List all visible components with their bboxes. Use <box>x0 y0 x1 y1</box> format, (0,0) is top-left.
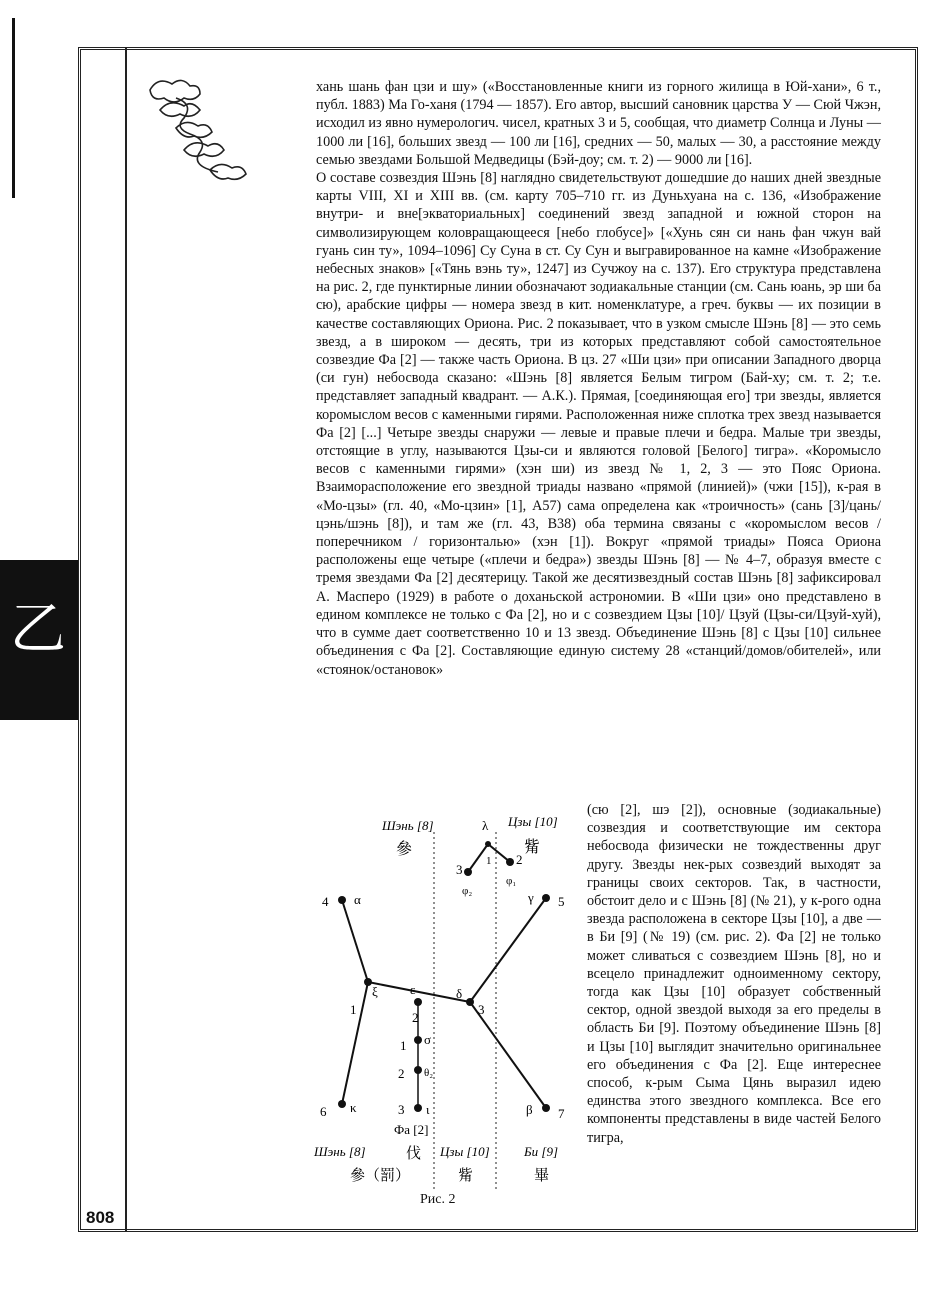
label-zi-char-bottom: 觜 <box>458 1168 474 1184</box>
star <box>364 978 372 986</box>
margin-rule <box>125 47 127 1232</box>
star-label: 3 <box>478 1002 485 1017</box>
star-label: φ₂ <box>462 885 473 897</box>
star-label: 1 <box>486 855 492 867</box>
star-label: ε <box>410 982 416 997</box>
star <box>485 841 491 847</box>
star <box>506 858 514 866</box>
star-label: κ <box>350 1100 357 1115</box>
side-text-column <box>587 801 881 1147</box>
star <box>338 1100 346 1108</box>
paragraph: О составе созвездия Шэнь [8] наглядно свидетельствуют дошедшие до наших дней звездные карты VIII, XI и XIII вв. (см. карту 705–710 гг. из Дуньхуана на с. 136, «Изображение внутри- и вне[экваториальных] соединений звезд западной и южной сторон на символизирующем коловращающееся [небо глобусе]» [«Хунь сян си нань фан чжун вай гуань син ту», 1094–1096] Су Суна в ст. Су Сун и выгравированное на камне «Изображение небесных знаков» [«Тянь вэнь ту», 1247] из Сучжоу на с. 137). Его структура представлена на рис. 2, где пунктирные линии обозначают зодиакальные станции (см. Сань юань, эр ши ба сю), арабские цифры — номера звезд в кит. номенклатуре, а греч. буквы — их позиции в качестве составляющих Ориона. Рис. 2 показывает, что в узком смысле Шэнь [8] — это семь звезд, а в широком — десять, три из которых представляют собой самостоятельное созвездие Фа [2] — также часть Ориона. В цз. 27 «Ши цзи» при описании Западного дворца (си гун) небосвода сказано: «Шэнь [8] является Белым тигром (Бай-ху; см. т. 2; т.е. представляет западный квадрант. — А.К.). Прямая, [соединяющая его] три звезды, является коромыслом весов с каменными гирями. Расположенная ниже сплотка трех звезд называется Фа [2] [...] Четыре звезды снаружи — левые и правые плечи и бедра. Малые три звезды, отстоящие в углу, называются Цзы-си и являются головой [Белого] тигра». «Коромысло весов с каменными гирями» (хэн ши) из звезд № 1, 2, 3 — это Пояс Ориона. Взаиморасположение его звездной триады названо «прямой (линией)» (чжи [15]), к-рая в «Мо-цзы» (гл. 40, «Мо-цзин» [1], А57) сама определена как «троичность» (сань [3]/цань/цэнь/шэнь [8]), и там же (гл. 43, В38) оба термина связаны с «коромыслом весов / поперечником / горизонталью» (хэн [1]). Вокруг «прямой триады» Пояса Ориона расположены еще четыре («плечи и бедра») звезды Шэнь [8] — № 4–7, образуя вместе с тремя звездами Фа [2] десятерицу. Такой же десятизвездный состав Шэнь [8] зафиксировал А. Масперо (1929) в работе о доханьской астрономии. В «Ши цзи» оно представлено в едином комплексе не только с Фа [2], но и с созвездием Цзы [10]/ Цзуй (Цзы-си/Цзуй-хуй), что в сумме дает соответственно 10 и 13 звезд. Объединение Шэнь [8] с Цзы [10] сильнее объединения с Фа [2]. Составляющие единую систему 28 «станций/домов/обителей», или «стоянок/остановок» <box>316 170 881 678</box>
star-label: 7 <box>558 1106 565 1121</box>
star-label: δ <box>456 986 463 1001</box>
main-text-column <box>316 78 881 679</box>
star <box>414 1104 422 1112</box>
label-bi-char: 畢 <box>534 1168 550 1184</box>
star <box>414 998 422 1006</box>
fa-label: Фа [2] <box>394 1122 429 1137</box>
star-label: 2 <box>412 1010 419 1025</box>
label-shen-chars: 參（罰） <box>350 1168 411 1184</box>
label-shen-char-top: 參 <box>396 841 413 858</box>
star-label: 6 <box>320 1104 327 1119</box>
label-shen-top: Шэнь [8] <box>382 818 434 833</box>
star-label: β <box>526 1102 533 1117</box>
label-shen-bottom: Шэнь [8] <box>314 1144 366 1159</box>
star-label: ι <box>426 1102 430 1117</box>
paragraph: хань шань фан цзи и шу» («Восстановленные книги из горного жилища в Юй-хани», 6 т., публ. 1883) Ма Го-ханя (1794 — 1857). Его автор, высший сановник царства У — Сюй Чжэн, исходил из явно нумерологич. чисел, кратных 3 и 5, сообщая, что диаметр Солнца и Луны — 1000 ли [16], больших звезд — 100 ли [16], средних — 50, малых — 30, а расстояние между семью звездами Большой Медведицы (Бэй-доу; см. т. 2) — 9000 ли [16]. <box>316 79 881 168</box>
star-label: 2 <box>398 1066 405 1081</box>
page-edge-line <box>0 18 15 198</box>
star-label: 1 <box>350 1002 357 1017</box>
star-label: 5 <box>558 894 565 909</box>
star-label: 3 <box>456 862 463 877</box>
paragraph: (сю [2], шэ [2]), основные (зодиакальные) созвездия и соответствующие им сектора небосвода физически не тождественны друг другу. Звезды нек-рых созвездий выходят за границы своих секторов. Так, в частности, обстоит дело и с Шэнь [8] (№ 21), у к-рого одна звезда расположена в секторе Цзы [10], а две — в Би [9] (№ 19) (см. рис. 2). Фа [2] не только может сливаться с созвездием Шэнь [8], но и всецело принадлежит одноименному сектору, тогда как Цзы [10] образует собственный сектор, одной звездой выходя за его пределы в область Би [9]. Поэтому объединение Шэнь [8] и Цзы [10] выглядит значительно оригинальнее его объединения с Фа [2]. Еще интереснее способ, к-рым Сыма Цянь выразил идею единства этого звездного комплекса. Все его компоненты представлены в виде частей Белого тигра, <box>587 802 881 1146</box>
label-zi-top: Цзы [10] <box>508 814 558 829</box>
label-zi-bottom: Цзы [10] <box>440 1144 490 1159</box>
star-label: 2 <box>516 852 523 867</box>
star-diagram <box>310 812 580 1212</box>
star <box>464 868 472 876</box>
star-label: α <box>354 892 361 907</box>
star-label: γ <box>528 890 534 905</box>
label-bi: Би [9] <box>524 1144 559 1159</box>
figure-caption: Рис. 2 <box>420 1192 456 1207</box>
star <box>414 1066 422 1074</box>
star <box>414 1036 422 1044</box>
star-label: λ <box>482 818 489 833</box>
star <box>338 896 346 904</box>
label-fa-char: 伐 <box>406 1146 422 1162</box>
star <box>542 1104 550 1112</box>
section-glyph: 乙 <box>10 597 66 662</box>
star <box>542 894 550 902</box>
star <box>466 998 474 1006</box>
star-label: φ₁ <box>506 875 517 887</box>
label-zi-char-top: 觜 <box>524 839 541 856</box>
star-label: θ₂ <box>424 1067 434 1079</box>
cloud-ornament-icon <box>140 70 270 195</box>
star-label: σ <box>424 1032 432 1047</box>
star-label: 1 <box>400 1038 407 1053</box>
star-label: ξ <box>372 984 378 999</box>
star-label: 4 <box>322 894 329 909</box>
star-label: 3 <box>398 1102 405 1117</box>
page-number: 808 <box>86 1208 115 1227</box>
